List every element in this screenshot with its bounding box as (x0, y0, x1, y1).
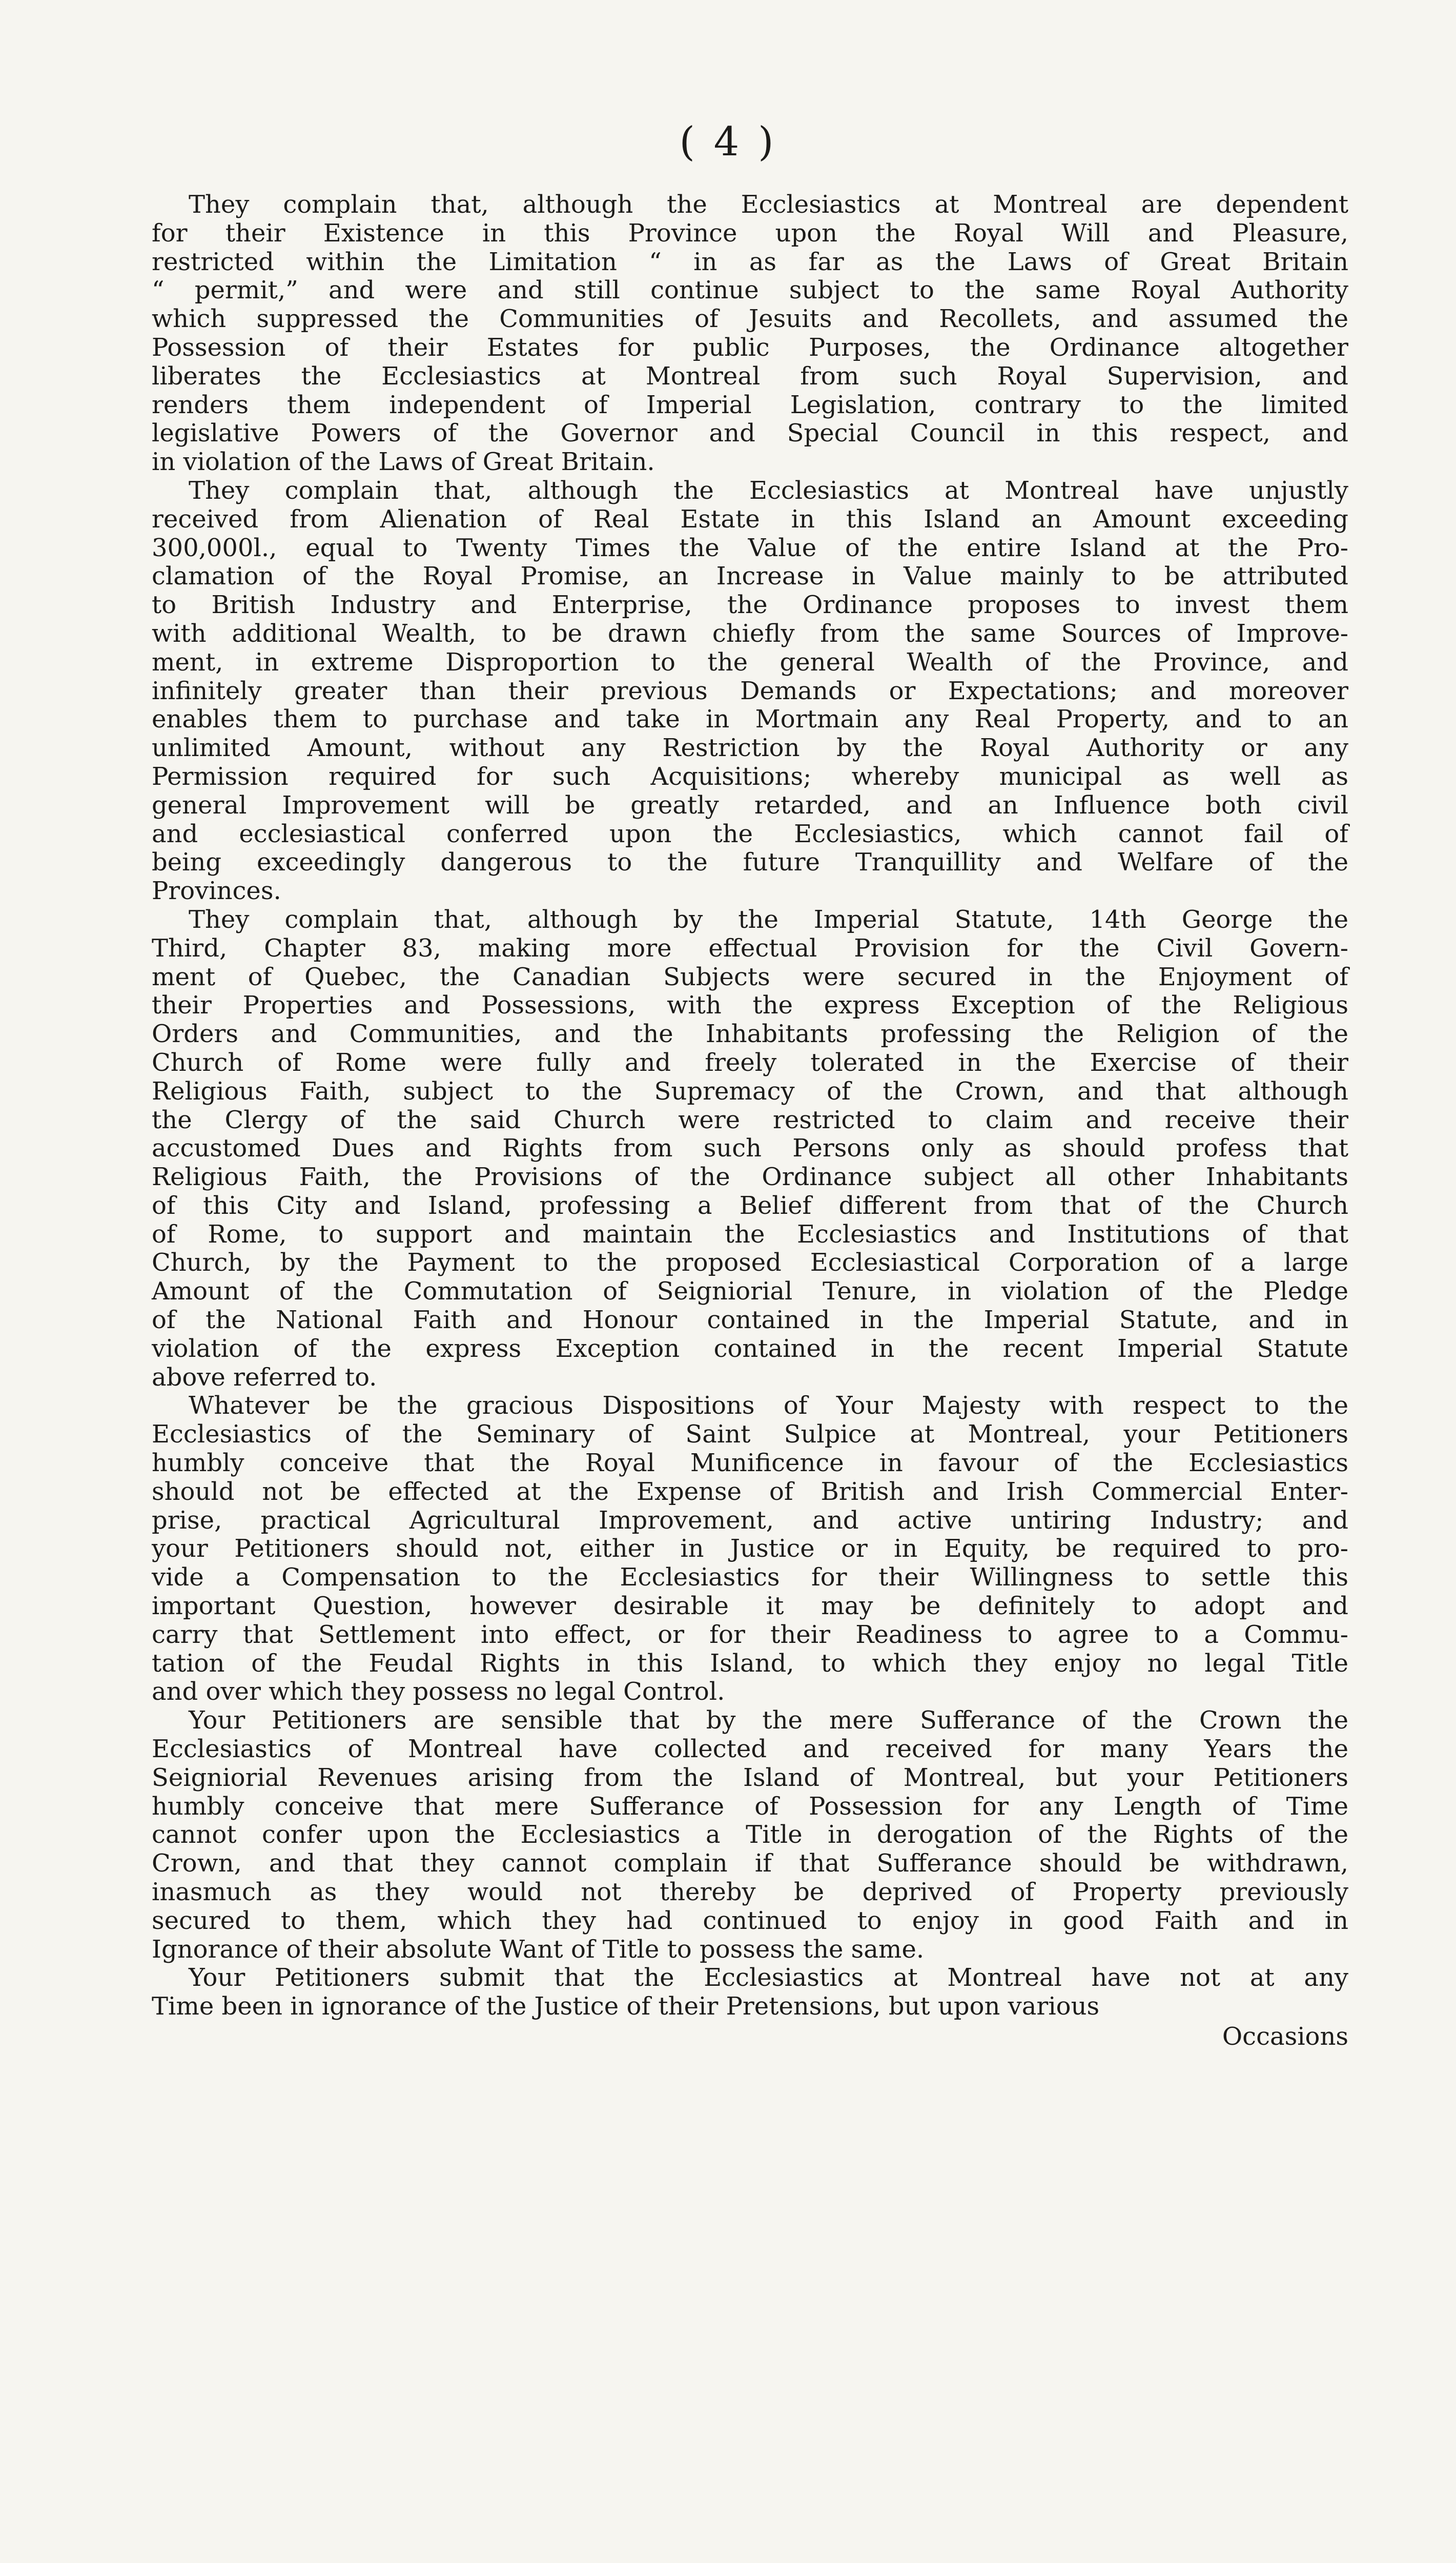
text-line: and ecclesiastical conferred upon the Ecclesiastics, which cannot fail of (152, 819, 1348, 848)
text-line: Ignorance of their absolute Want of Title to possess the same. (152, 1935, 925, 1964)
paragraph (152, 477, 1348, 906)
text-line: Third, Chapter 83, making more effectual Provision for the Civil Govern- (152, 933, 1348, 963)
text-line: enables them to purchase and take in Mortmain any Real Property, and to an (152, 705, 1348, 734)
text-line: ment of Quebec, the Canadian Subjects were secured in the Enjoyment of (152, 962, 1348, 991)
text-line: Orders and Communities, and the Inhabitants professing the Religion of the (152, 1020, 1348, 1049)
text-line: their Properties and Possessions, with the express Exception of the Religious (152, 991, 1348, 1020)
text-line: Provinces. (152, 877, 281, 906)
text-line: accustomed Dues and Rights from such Persons only as should profess that (152, 1134, 1348, 1163)
paragraph (152, 1706, 1348, 1964)
text-line: clamation of the Royal Promise, an Increase in Value mainly to be attributed (152, 562, 1348, 591)
text-line: 300,000l., equal to Twenty Times the Value of the entire Island at the Pro- (152, 533, 1348, 562)
text-line: infinitely greater than their previous Demands or Expectations; and moreover (152, 676, 1348, 705)
text-line: renders them independent of Imperial Legislation, contrary to the limited (152, 390, 1348, 419)
paragraph (152, 1964, 1348, 2021)
paragraph (152, 191, 1348, 477)
text-line: They complain that, although the Ecclesiastics at Montreal are dependent (189, 190, 1348, 219)
text-line: general Improvement will be greatly retarded, and an Influence both civil (152, 790, 1348, 820)
text-line: Religious Faith, the Provisions of the Ordinance subject all other Inhabitants (152, 1163, 1348, 1192)
text-line: humbly conceive that mere Sufferance of Possession for any Length of Time (152, 1792, 1348, 1821)
text-line: Your Petitioners are sensible that by the mere Sufferance of the Crown the (189, 1706, 1348, 1735)
text-line: humbly conceive that the Royal Munificence in favour of the Ecclesiastics (152, 1449, 1348, 1478)
text-line: of Rome, to support and maintain the Ecclesiastics and Institutions of that (152, 1219, 1348, 1249)
text-line: Ecclesiastics of Montreal have collected and received for many Years the (152, 1735, 1348, 1764)
text-line: vide a Compensation to the Ecclesiastics for their Willingness to settle this (152, 1563, 1348, 1592)
text-line: inasmuch as they would not thereby be deprived of Property previously (152, 1878, 1348, 1907)
text-line: “ permit,” and were and still continue subject to the same Royal Authority (152, 276, 1348, 305)
text-line: received from Alienation of Real Estate in this Island an Amount exceeding (152, 504, 1348, 534)
text-line: Religious Faith, subject to the Supremacy of the Crown, and that although (152, 1076, 1348, 1106)
text-line: Possession of their Estates for public Purposes, the Ordinance altogether (152, 333, 1348, 362)
text-line: Your Petitioners submit that the Ecclesiastics at Montreal have not at any (189, 1963, 1348, 1992)
text-line: of the National Faith and Honour contained in the Imperial Statute, and in (152, 1306, 1348, 1335)
text-line: Ecclesiastics of the Seminary of Saint Sulpice at Montreal, your Petitioners (152, 1420, 1348, 1449)
text-line: your Petitioners should not, either in Justice or in Equity, be required to pro- (152, 1534, 1348, 1563)
text-line: being exceedingly dangerous to the future Tranquillity and Welfare of the (152, 848, 1348, 877)
text-line: prise, practical Agricultural Improvement, and active untiring Industry; and (152, 1506, 1348, 1535)
text-line: Amount of the Commutation of Seigniorial Tenure, in violation of the Pledge (152, 1277, 1348, 1306)
text-line: restricted within the Limitation “ in as far as the Laws of Great Britain (152, 247, 1348, 276)
text-line: unlimited Amount, without any Restriction by the Royal Authority or any (152, 734, 1348, 763)
text-line: Permission required for such Acquisitions; whereby municipal as well as (152, 762, 1348, 791)
text-line: Seigniorial Revenues arising from the Island of Montreal, but your Petitioners (152, 1763, 1348, 1792)
paragraph (152, 906, 1348, 1392)
text-line: and over which they possess no legal Control. (152, 1677, 725, 1706)
text-line: Church of Rome were fully and freely tolerated in the Exercise of their (152, 1048, 1348, 1077)
text-line: above referred to. (152, 1362, 377, 1392)
catchword: Occasions (1222, 2022, 1348, 2051)
text-line: carry that Settlement into effect, or for their Readiness to agree to a Commu- (152, 1620, 1348, 1649)
text-line: should not be effected at the Expense of British and Irish Commercial Enter- (152, 1477, 1348, 1506)
text-line: liberates the Ecclesiastics at Montreal from such Royal Supervision, and (152, 361, 1348, 391)
text-line: in violation of the Laws of Great Britain. (152, 447, 655, 477)
text-line: Whatever be the gracious Dispositions of Your Majesty with respect to the (189, 1391, 1348, 1420)
page-number: ( 4 ) (679, 119, 777, 165)
text-line: of this City and Island, professing a Belief different from that of the Church (152, 1191, 1348, 1220)
text-line: which suppressed the Communities of Jesuits and Recollets, and assumed the (152, 304, 1348, 334)
text-line: tation of the Feudal Rights in this Island, to which they enjoy no legal Title (152, 1649, 1348, 1678)
text-line: ment, in extreme Disproportion to the general Wealth of the Province, and (152, 647, 1348, 677)
petition-text (152, 191, 1348, 2021)
text-line: with additional Wealth, to be drawn chiefly from the same Sources of Improve- (152, 619, 1348, 648)
text-line: They complain that, although by the Imperial Statute, 14th George the (189, 905, 1348, 934)
text-line: legislative Powers of the Governor and Special Council in this respect, and (152, 419, 1348, 448)
text-line: important Question, however desirable it may be definitely to adopt and (152, 1592, 1348, 1621)
text-line: Crown, and that they cannot complain if that Sufferance should be withdrawn, (152, 1849, 1348, 1878)
text-line: to British Industry and Enterprise, the Ordinance proposes to invest them (152, 591, 1348, 620)
text-line: Time been in ignorance of the Justice of their Pretensions, but upon various (152, 1992, 1100, 2021)
text-line: for their Existence in this Province upon the Royal Will and Pleasure, (152, 218, 1348, 248)
text-line: They complain that, although the Ecclesiastics at Montreal have unjustly (189, 476, 1348, 505)
text-line: violation of the express Exception contained in the recent Imperial Statute (152, 1334, 1348, 1363)
text-line: cannot confer upon the Ecclesiastics a Title in derogation of the Rights of the (152, 1820, 1348, 1849)
text-line: secured to them, which they had continued to enjoy in good Faith and in (152, 1906, 1348, 1935)
text-line: the Clergy of the said Church were restricted to claim and receive their (152, 1105, 1348, 1134)
paragraph (152, 1392, 1348, 1706)
text-line: Church, by the Payment to the proposed Ecclesiastical Corporation of a large (152, 1248, 1348, 1277)
